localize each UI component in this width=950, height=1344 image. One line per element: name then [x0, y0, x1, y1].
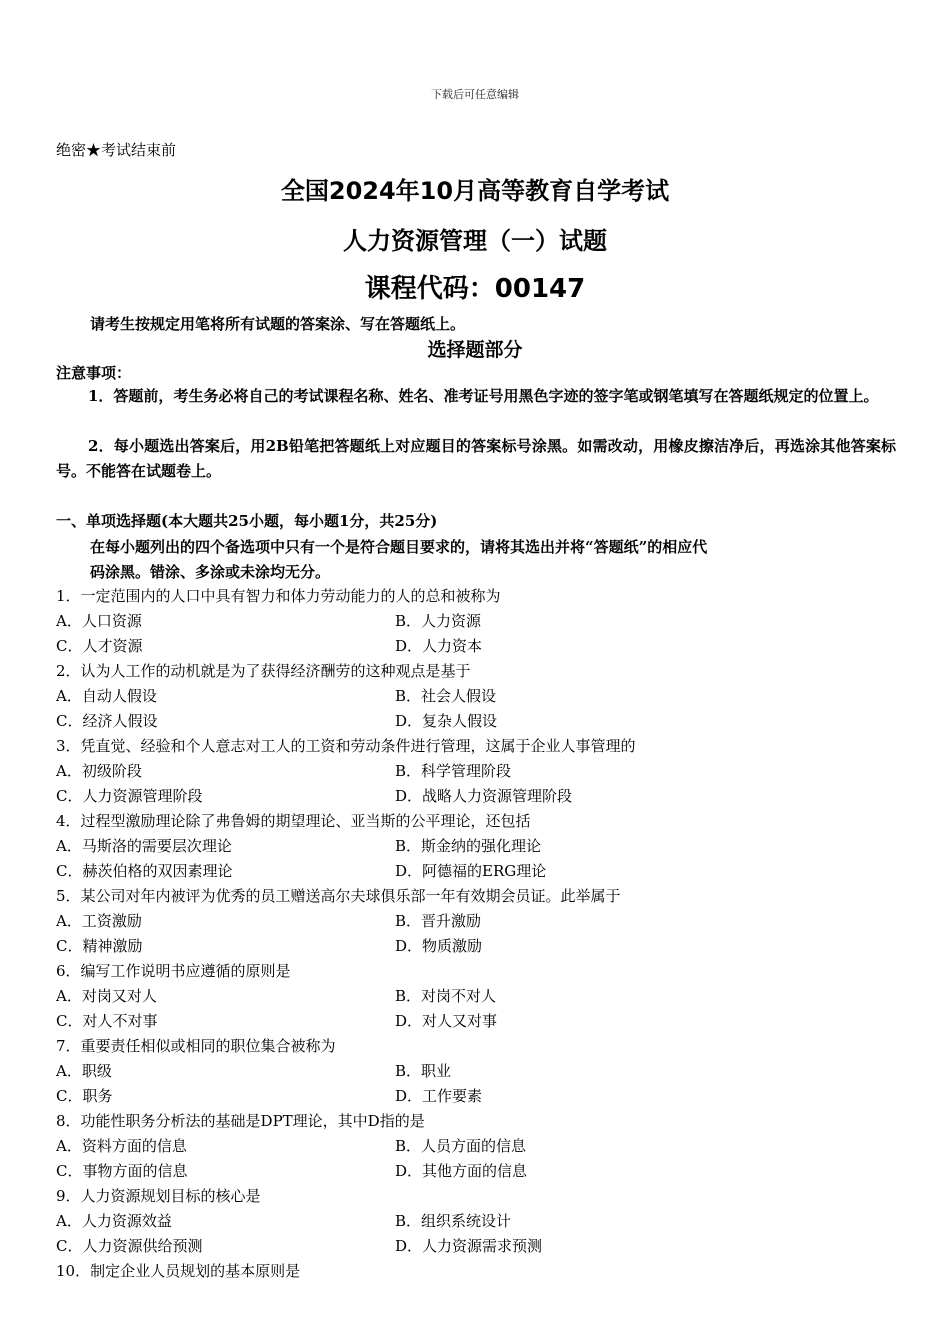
secret-mark: 绝密★考试结束前 — [56, 141, 177, 159]
option-c: C．人力资源管理阶段 — [56, 787, 203, 805]
exam-title: 全国2024年10月高等教育自学考试 — [280, 177, 670, 205]
question-stem: 8．功能性职务分析法的基础是DPT理论，其中D指的是 — [56, 1112, 425, 1130]
option-c: C．对人不对事 — [56, 1012, 158, 1030]
notice-item: 2．每小题选出答案后，用2B铅笔把答题纸上对应题目的答案标号涂黑。如需改动，用橡皮擦洁净后，再选涂其他答案标号。不能答在试题卷上。 — [56, 437, 896, 480]
option-d: D．其他方面的信息 — [395, 1162, 528, 1180]
option-c: C．人力资源供给预测 — [56, 1237, 203, 1255]
section-note: 在每小题列出的四个备选项中只有一个是符合题目要求的，请将其选出并将“答题纸”的相应代码涂黑。错涂、多涂或未涂均无分。 — [90, 538, 708, 581]
question-stem: 9．人力资源规划目标的核心是 — [56, 1187, 261, 1205]
question-stem: 3．凭直觉、经验和个人意志对工人的工资和劳动条件进行管理，这属于企业人事管理的 — [56, 737, 636, 755]
option-a: A．工资激励 — [56, 912, 142, 930]
option-a: A．对岗又对人 — [56, 987, 157, 1005]
option-b: B．科学管理阶段 — [395, 762, 512, 780]
option-d: D．人力资本 — [395, 637, 483, 655]
option-b: B．人力资源 — [395, 612, 482, 630]
option-a: A．人力资源效益 — [56, 1212, 172, 1230]
question-stem: 5．某公司对年内被评为优秀的员工赠送高尔夫球俱乐部一年有效期会员证。此举属于 — [56, 887, 621, 905]
option-a: A．马斯洛的需要层次理论 — [56, 837, 232, 855]
subject-title: 人力资源管理（一）试题 — [343, 227, 607, 255]
option-d: D．人力资源需求预测 — [395, 1237, 543, 1255]
option-c: C．人才资源 — [56, 637, 143, 655]
option-b: B．组织系统设计 — [395, 1212, 512, 1230]
question-stem: 6．编写工作说明书应遵循的原则是 — [56, 962, 291, 980]
option-d: D．对人又对事 — [395, 1012, 498, 1030]
question-stem: 4．过程型激励理论除了弗鲁姆的期望理论、亚当斯的公平理论，还包括 — [56, 812, 531, 830]
option-c: C．精神激励 — [56, 937, 143, 955]
option-a: A．人口资源 — [56, 612, 142, 630]
option-c: C．经济人假设 — [56, 712, 158, 730]
option-a: A．初级阶段 — [56, 762, 142, 780]
section-title: 一、单项选择题(本大题共25小题，每小题1分，共25分) — [56, 512, 438, 530]
question-stem: 7．重要责任相似或相同的职位集合被称为 — [56, 1037, 336, 1055]
option-a: A．职级 — [56, 1062, 112, 1080]
header-note: 下载后可任意编辑 — [431, 88, 519, 101]
question-stem: 10．制定企业人员规划的基本原则是 — [56, 1262, 301, 1280]
option-a: A．自动人假设 — [56, 687, 157, 705]
option-a: A．资料方面的信息 — [56, 1137, 187, 1155]
option-d: D．工作要素 — [395, 1087, 483, 1105]
course-code: 课程代码：00147 — [364, 274, 586, 304]
question-stem: 2．认为人工作的动机就是为了获得经济酬劳的这种观点是基于 — [56, 662, 471, 680]
option-b: B．斯金纳的强化理论 — [395, 837, 542, 855]
instruction-text: 请考生按规定用笔将所有试题的答案涂、写在答题纸上。 — [90, 315, 466, 333]
notice-item: 1．答题前，考生务必将自己的考试课程名称、姓名、准考证号用黑色字迹的签字笔或钢笔填写在答题纸规定的位置上。 — [88, 387, 879, 405]
option-c: C．赫茨伯格的双因素理论 — [56, 862, 233, 880]
option-b: B．晋升激励 — [395, 912, 482, 930]
option-b: B．职业 — [395, 1062, 452, 1080]
option-c: C．职务 — [56, 1087, 113, 1105]
option-b: B．人员方面的信息 — [395, 1137, 527, 1155]
notice-heading: 注意事项： — [56, 364, 132, 382]
option-b: B．对岗不对人 — [395, 987, 497, 1005]
option-d: D．阿德福的ERG理论 — [395, 862, 547, 880]
question-stem: 1．一定范围内的人口中具有智力和体力劳动能力的人的总和被称为 — [56, 587, 501, 605]
option-c: C．事物方面的信息 — [56, 1162, 188, 1180]
option-b: B．社会人假设 — [395, 687, 497, 705]
option-d: D．战略人力资源管理阶段 — [395, 787, 573, 805]
option-d: D．复杂人假设 — [395, 712, 498, 730]
option-d: D．物质激励 — [395, 937, 483, 955]
part-title: 选择题部分 — [427, 339, 523, 361]
